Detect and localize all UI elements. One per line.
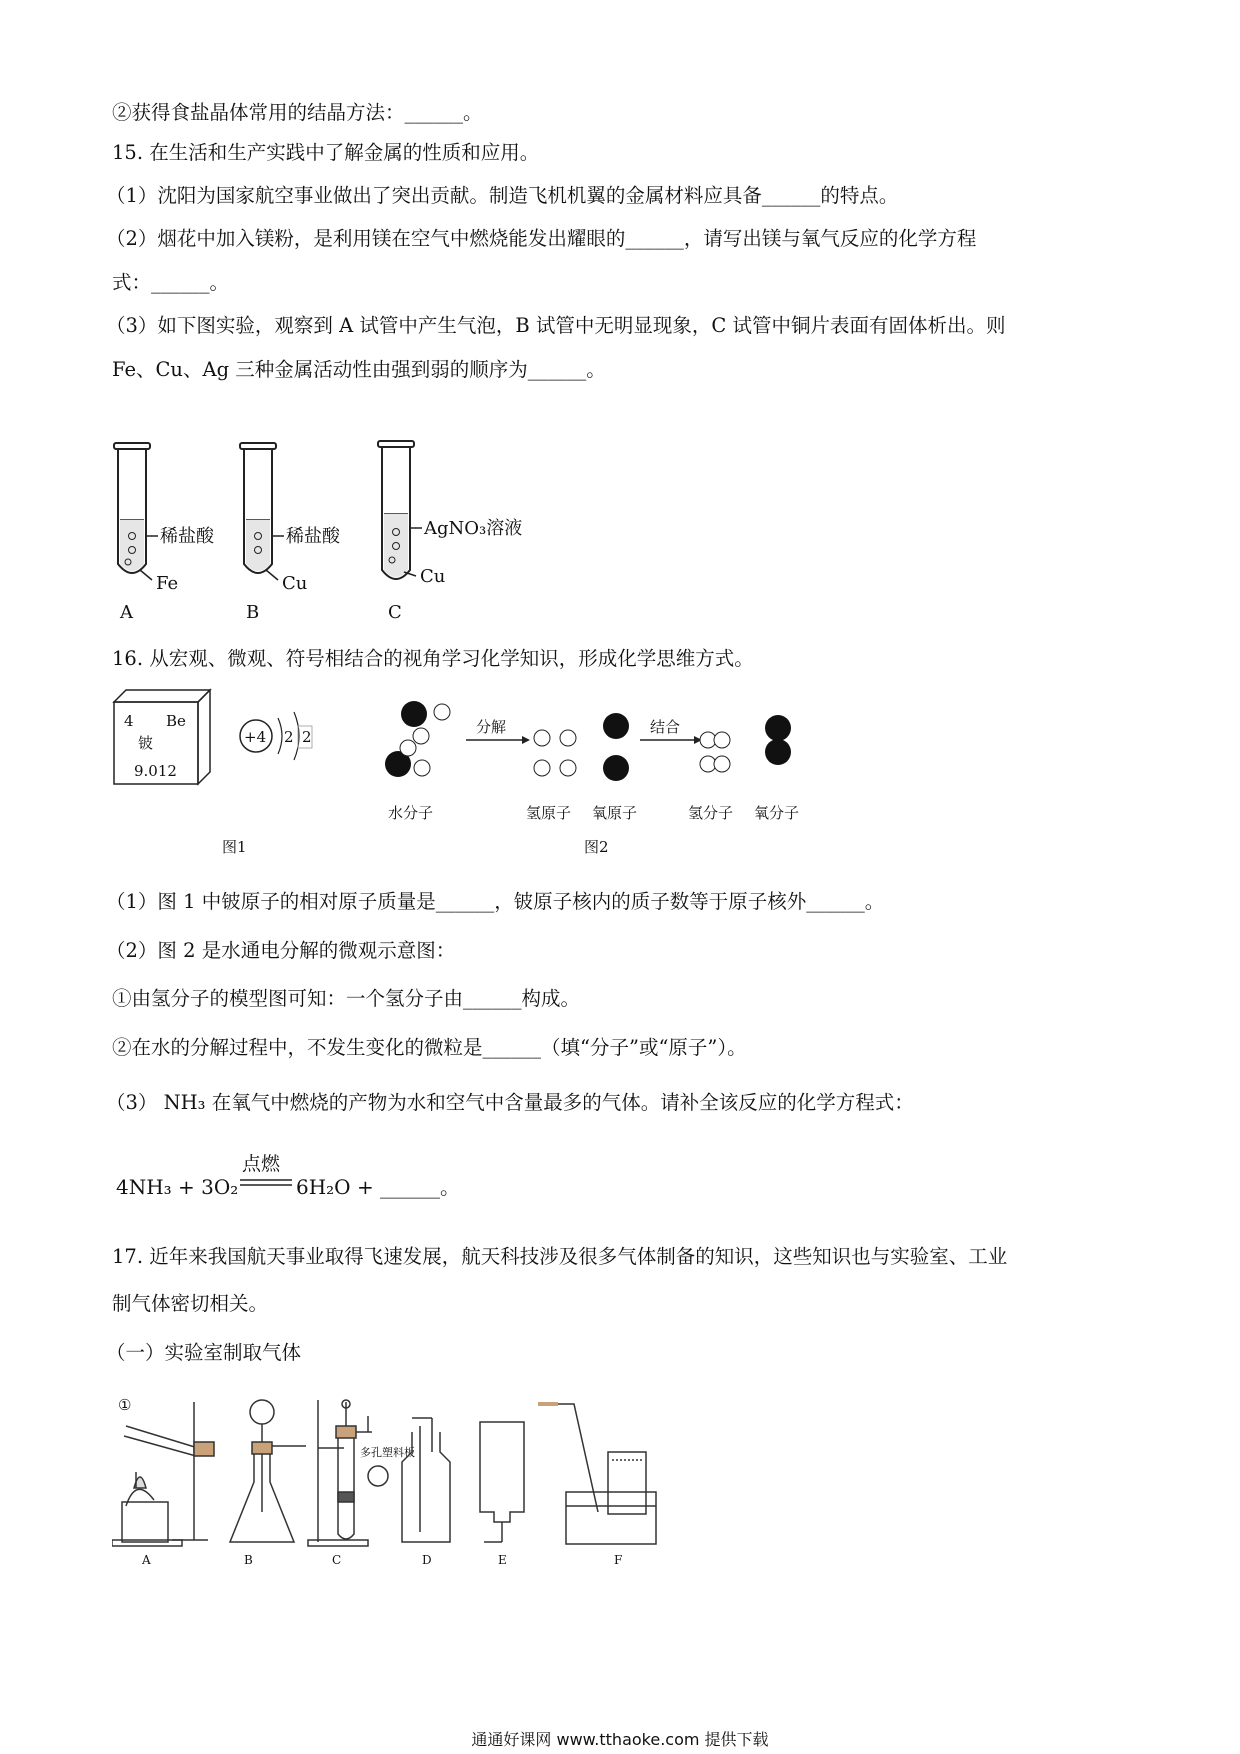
apparatus-c-plate-label: 多孔塑料板 (360, 1446, 415, 1459)
fig1-symbol: Be (166, 712, 186, 730)
tube-b (240, 443, 341, 622)
apparatus-label-a: A (142, 1553, 151, 1567)
apparatus-a (112, 1396, 214, 1546)
fig1-atom-structure (240, 712, 312, 760)
question-16-part3: （3） NH₃ 在氧气中燃烧的产物为水和空气中含量最多的气体。请补全该反应的化学方程式： (106, 1091, 914, 1114)
apparatus-a-mark: ① (118, 1396, 132, 1414)
fig2-arrow-decompose: 分解 (476, 718, 507, 736)
apparatus-label-c: C (332, 1553, 342, 1567)
question-15-part3: （3）如下图实验，观察到 A 试管中产生气泡，B 试管中无明显现象，C 试管中铜片表面有固体析出。则 (106, 314, 1006, 337)
fig2-o2-label: 氧分子 (754, 804, 800, 822)
apparatus-f (538, 1404, 656, 1544)
fig2-molecules (700, 715, 791, 772)
test-tube-figure (100, 440, 560, 622)
tube-a-liquid: 稀盐酸 (160, 526, 214, 547)
tube-a (114, 443, 215, 622)
fig1-nucleus: +4 (244, 728, 267, 746)
question-17-title-cont: 制气体密切相关。 (112, 1292, 269, 1315)
question-16-part2a: ①由氢分子的模型图可知：一个氢分子由______构成。 (112, 987, 581, 1010)
fig1-shell2: 2 (302, 728, 312, 746)
question-16-title: 16. 从宏观、微观、符号相结合的视角学习化学知识，形成化学思维方式。 (112, 647, 754, 670)
apparatus-label-b: B (244, 1553, 253, 1567)
fig1-mass: 9.012 (134, 762, 177, 780)
apparatus-labels (141, 1553, 622, 1567)
apparatus-label-d: D (422, 1553, 432, 1567)
fig2-h2-label: 氢分子 (688, 804, 734, 822)
fig2-water-molecules (385, 701, 450, 777)
fig2-caption: 图2 (584, 838, 609, 856)
fig2-water-label: 水分子 (388, 804, 434, 822)
apparatus-d (402, 1418, 450, 1542)
fig2-o-atom-label: 氧原子 (592, 804, 638, 822)
fig2-h-atom-label: 氢原子 (526, 804, 572, 822)
fig2-atoms (534, 713, 629, 781)
tube-b-label: B (246, 602, 260, 622)
apparatus-label-e: E (498, 1553, 507, 1567)
apparatus-c (308, 1400, 415, 1546)
fig1-element-card (114, 690, 210, 784)
apparatus-label-f: F (614, 1553, 623, 1567)
tube-a-metal: Fe (156, 573, 179, 594)
question-15-part1: （1）沈阳为国家航空事业做出了突出贡献。制造飞机机翼的金属材料应具备______的特点。 (106, 184, 899, 207)
question-15-part2-cont: 式：______。 (112, 271, 230, 294)
equation-rhs: 6H₂O + ______。 (296, 1175, 461, 1199)
apparatus-figure (112, 1392, 752, 1568)
tube-a-label: A (120, 602, 133, 622)
tube-c-label: C (388, 602, 402, 622)
tube-c-liquid: AgNO₃溶液 (424, 518, 523, 539)
question-15-part2: （2）烟花中加入镁粉，是利用镁在空气中燃烧能发出耀眼的______，请写出镁与氧气反应的化学方程 (106, 227, 977, 250)
fig1-caption: 图1 (222, 838, 247, 856)
question-17-part1: （一）实验室制取气体 (106, 1341, 302, 1364)
question-16-part2b: ②在水的分解过程中，不发生变化的微粒是______（填“分子”或“原子”）。 (112, 1036, 747, 1059)
tube-c (378, 441, 522, 622)
equation-lhs: 4NH₃ + 3O₂ (116, 1175, 239, 1199)
question-16-part2: （2）图 2 是水通电分解的微观示意图： (106, 939, 456, 962)
fig1-atomic-number: 4 (124, 712, 134, 730)
tube-b-liquid: 稀盐酸 (286, 526, 340, 547)
question-17-title: 17. 近年来我国航天事业取得飞速发展，航天科技涉及很多气体制备的知识，这些知识也与实验室、工业 (112, 1245, 1008, 1268)
question-15-part3-cont: Fe、Cu、Ag 三种金属活动性由强到弱的顺序为______。 (112, 358, 606, 381)
question-15-title: 15. 在生活和生产实践中了解金属的性质和应用。 (112, 141, 540, 164)
fig2-arrow-combine: 结合 (650, 718, 681, 736)
question-line: ②获得食盐晶体常用的结晶方法：______。 (112, 101, 483, 124)
equation (112, 1148, 472, 1208)
atom-figure (108, 688, 828, 858)
fig1-name: 铍 (138, 734, 154, 752)
apparatus-e (480, 1422, 524, 1542)
question-16-part1: （1）图 1 中铍原子的相对原子质量是______，铍原子核内的质子数等于原子核外______。 (106, 890, 885, 913)
equation-condition: 点燃 (242, 1153, 281, 1175)
tube-b-metal: Cu (282, 573, 308, 594)
fig1-shell1: 2 (284, 728, 294, 746)
apparatus-b (230, 1400, 306, 1542)
tube-c-metal: Cu (420, 566, 446, 587)
page-footer: 通通好课网 www.tthaoke.com 提供下载 (471, 1730, 769, 1749)
